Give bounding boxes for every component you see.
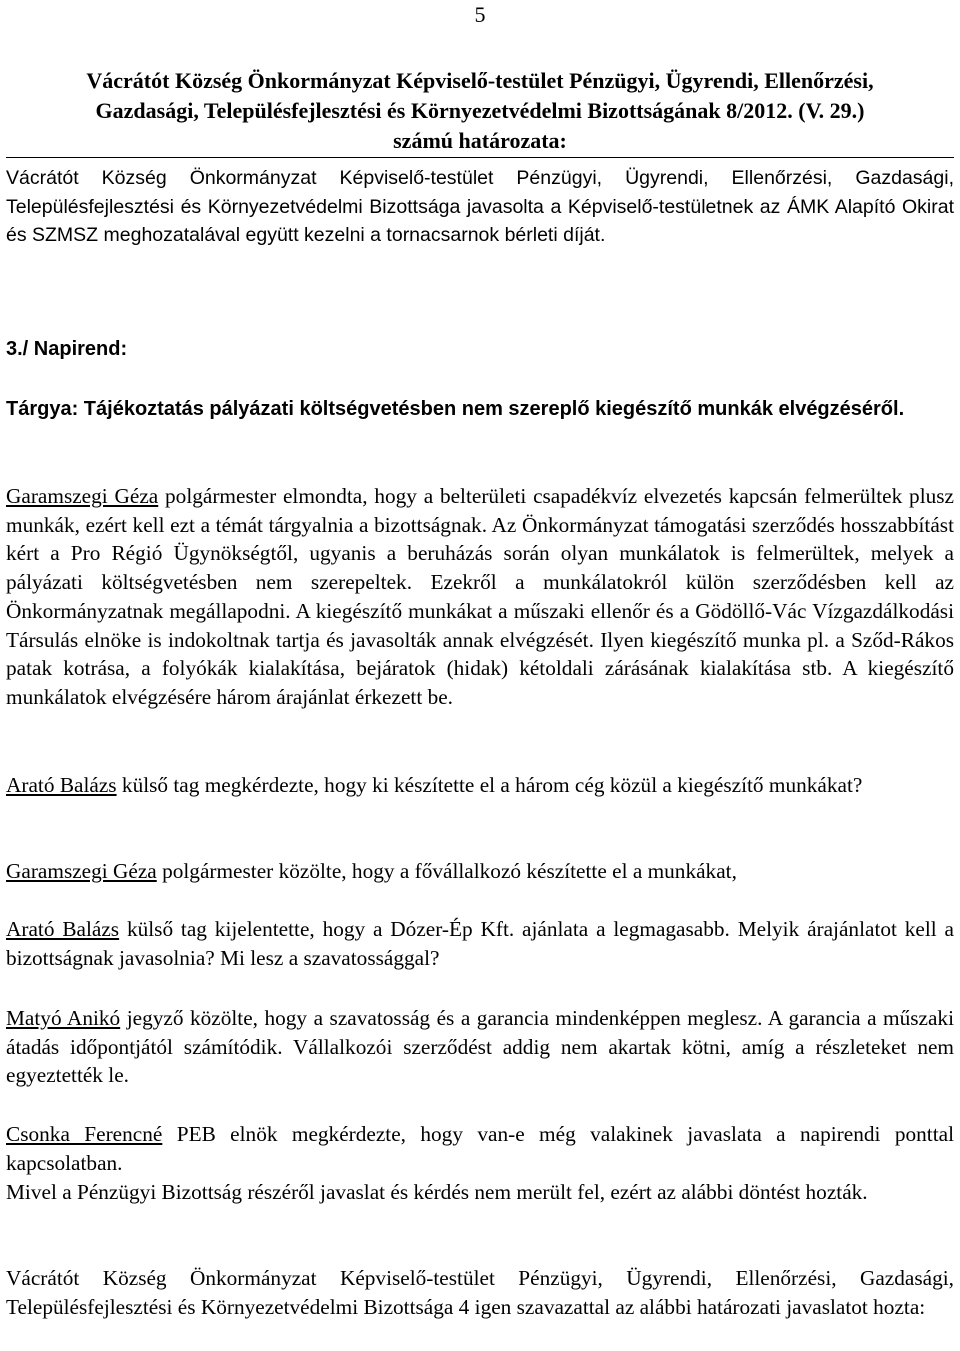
resolution-text: Vácrátót Község Önkormányzat Képviselő-testület Pénzügyi, Ügyrendi, Ellenőrzési, Gazdasági, Településfejlesztési és Környezetvédelmi Bizottsága javasolta a Képviselő-testületnek az ÁMK Alapító Okirat és SZMSZ meghozatalával együtt kezelni a tornacsarnok bérleti díját. [6,167,954,247]
speaker-name: Arató Balázs [6,773,117,797]
speech-text: jegyző közölte, hogy a szavatosság és a garancia mindenképpen meglesz. A garancia a műszaki átadás időpontjától számítódik. Vállalkozói szerződést addig nem akartak kötni, amíg a részleteket nem egyeztették le. [6,1006,954,1088]
speech-text: polgármester közölte, hogy a fővállalkozó készítette el a munkákat, [156,859,737,883]
resolution-title-line-2: Gazdasági, Településfejlesztési és Környezetvédelmi Bizottságának 8/2012. (V. 29.) [95,98,865,123]
resolution-title [6,66,954,156]
speech-paragraph [6,1004,954,1090]
speaker-name: Arató Balázs [6,917,120,941]
speech-text: polgármester elmondta, hogy a belterületi csapadékvíz elvezetés kapcsán felmerültek plusz munkák, ezért kell ezt a témát tárgyalnia a bizottságnak. Az Önkormányzat támogatási szerződés hosszabbítást kért a Pro Régió Ügynökségtől, ugyanis a beruházás során olyan munkálatok is felmerültek, melyek a pályázati költségvetésben nem szerepeltek. Ezekről a munkálatokról külön szerződésben kell az Önkormányzatnak megállapodni. A kiegészítő munkákat a műszaki ellenőr és a Gödöllő-Vác Vízgazdálkodási Társulás elnöke is indokoltnak tartja és javasolták annak elvégzését. Ilyen kiegészítő munka pl. a Sződ-Rákos patak kotrása, a folyókák kialakítása, bejáratok (hidak) kétoldali zárásának kialakítása stb. A kiegészítő munkálatok elvégzésére három árajánlat érkezett be. [6,484,954,709]
final-paragraph: Vácrátót Község Önkormányzat Képviselő-testület Pénzügyi, Ügyrendi, Ellenőrzési, Gazdasági, Településfejlesztési és Környezetvédelmi Bizottsága 4 igen szavazattal az alábbi határozati javaslatot hozta: [6,1266,954,1319]
speech-text: PEB elnök megkérdezte, hogy van-e még valakinek javaslata a napirendi ponttal kapcsolatban. [6,1122,954,1175]
resolution-title-line-1: Vácrátót Község Önkormányzat Képviselő-testület Pénzügyi, Ügyrendi, Ellenőrzési, [86,68,874,93]
speaker-name: Csonka Ferencné [6,1122,163,1146]
speech-paragraph [6,482,954,712]
page-number: 5 [474,2,486,27]
speech-paragraph [6,1120,954,1177]
title-underline-rule [6,157,954,158]
speaker-name: Matyó Anikó [6,1006,121,1030]
speech-paragraph [6,771,954,800]
speech-paragraph [6,857,954,886]
speaker-name: Garamszegi Géza [6,484,159,508]
speech-text: külső tag megkérdezte, hogy ki készítette el a három cég közül a kiegészítő munkákat? [116,773,863,797]
speech-paragraph [6,915,954,972]
speaker-name: Garamszegi Géza [6,859,157,883]
speech-text: külső tag kijelentette, hogy a Dózer-Ép Kft. ajánlata a legmagasabb. Melyik árajánlatot kell a bizottságnak javasolnia? Mi lesz a szavatossággal? [6,917,954,970]
agenda-subject: Tárgya: Tájékoztatás pályázati költségvetésben nem szereplő kiegészítő munkák elvégzéséről. [6,398,905,420]
closing-sentence: Mivel a Pénzügyi Bizottság részéről javaslat és kérdés nem merült fel, ezért az alábbi döntést hozták. [6,1180,868,1204]
resolution-title-line-3: számú határozata: [393,128,567,153]
agenda-number: 3./ Napirend: [6,338,128,360]
